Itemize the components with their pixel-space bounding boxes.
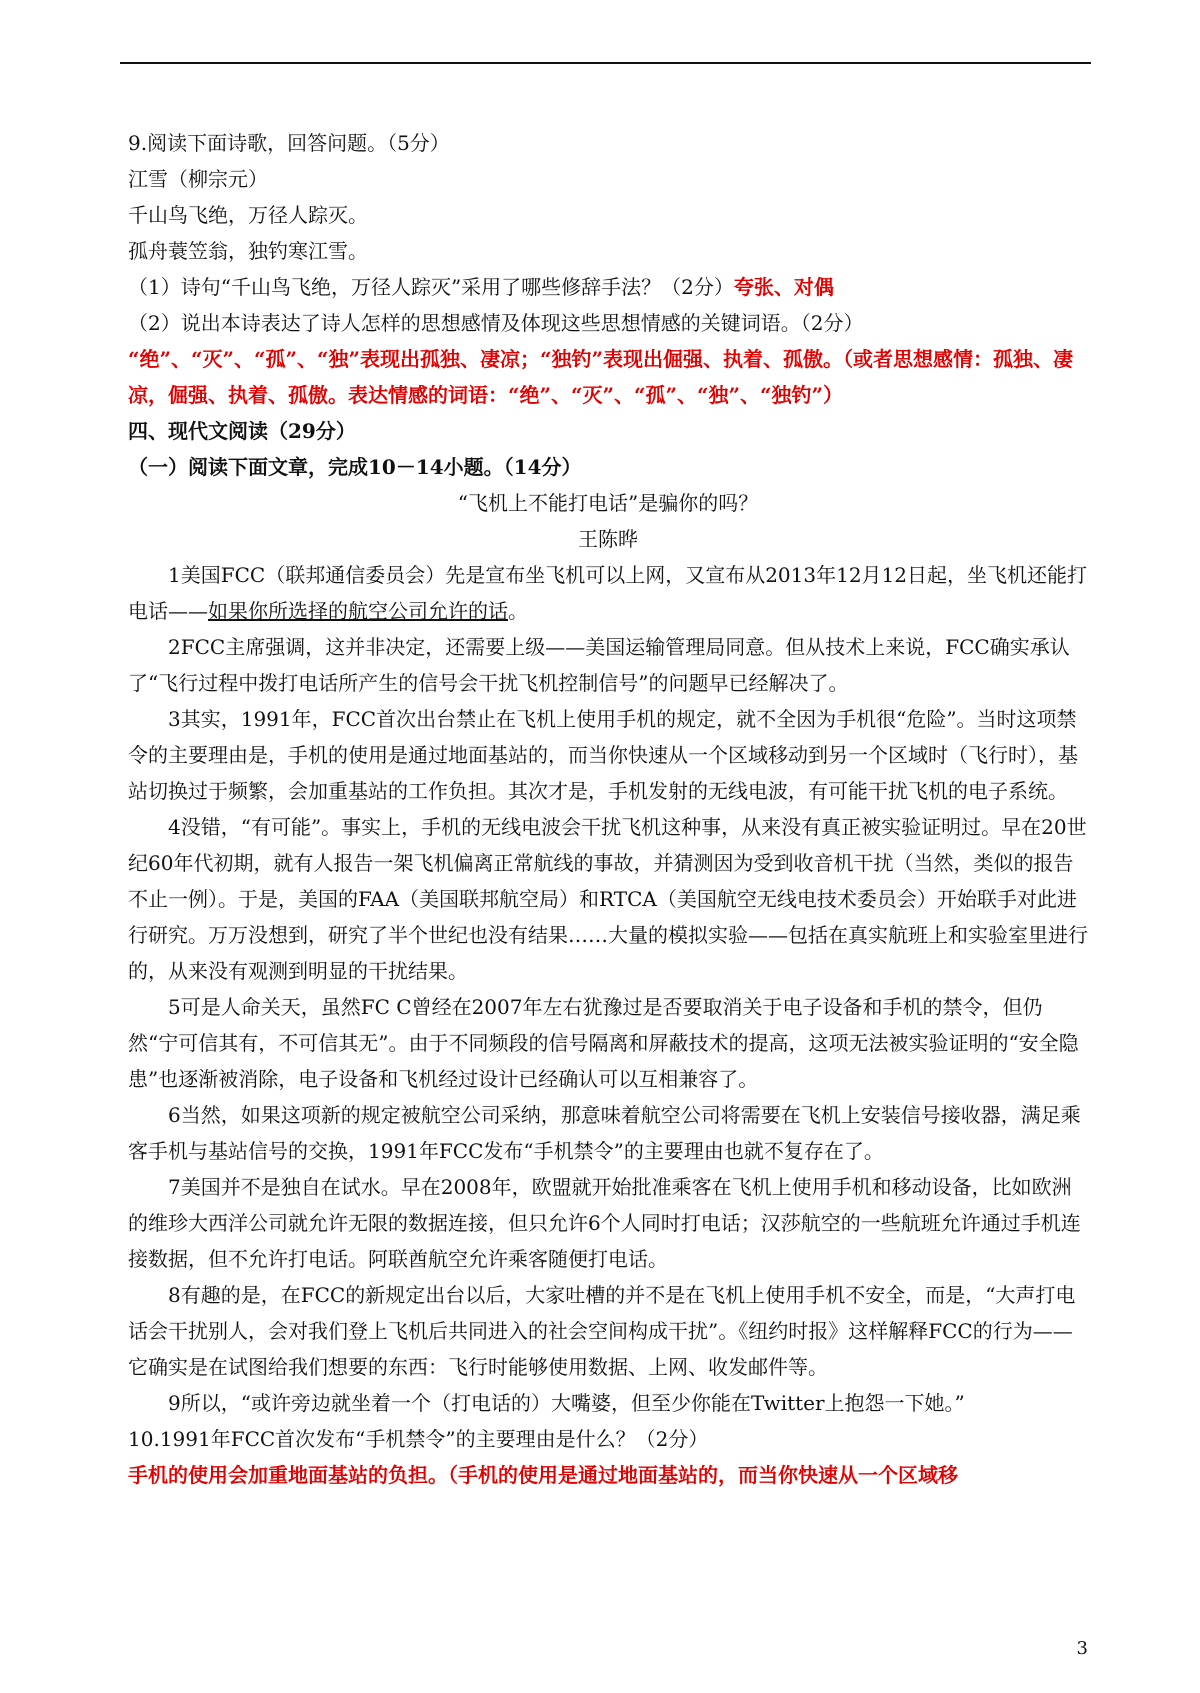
- article-paragraph-3: 3其实，1991年，FCC首次出台禁止在飞机上使用手机的规定，就不全因为手机很“危险”。当时这项禁令的主要理由是，手机的使用是通过地面基站的，而当你快速从一个区域移动到另一个区域时（飞行时），基站切换过于频繁，会加重基站的工作负担。其次才是，手机发射的无线电波，有可能干扰飞机的电子系统。: [128, 707, 1078, 803]
- q9-sub1-answer: 夸张、对偶: [733, 275, 834, 299]
- article-paragraph-2: 2FCC主席强调，这并非决定，还需要上级——美国运输管理局同意。但从技术上来说，FCC确实承认了“飞行过程中拨打电话所产生的信号会干扰飞机控制信号”的问题早已经解决了。: [128, 635, 1070, 695]
- q9-sub1-question: （1）诗句“千山鸟飞绝，万径人踪灭”采用了哪些修辞手法？（2分）: [128, 275, 734, 299]
- p1-text: 1美国FCC（联邦通信委员会）先是宣布坐飞机可以上网，又宣布从2013年12月12日起，坐飞机还能打电话——: [128, 563, 1088, 623]
- q10-answer: 手机的使用会加重地面基站的负担。（手机的使用是通过地面基站的，而当你快速从一个区域移: [128, 1463, 958, 1487]
- p1-end: 。: [508, 599, 528, 623]
- article-paragraph-7: 7美国并不是独自在试水。早在2008年，欧盟就开始批准乘客在飞机上使用手机和移动设备，比如欧洲的维珍大西洋公司就允许无限的数据连接，但只允许6个人同时打电话；汉莎航空的一些航班允许通过手机连接数据，但不允许打电话。阿联酋航空允许乘客随便打电话。: [128, 1175, 1081, 1271]
- header-rule: [120, 62, 1091, 64]
- poem-line-2: 孤舟蓑笠翁，独钓寒江雪。: [128, 239, 368, 263]
- article-paragraph-5: 5可是人命关天，虽然FC C曾经在2007年左右犹豫过是否要取消关于电子设备和手机的禁令，但仍然“宁可信其有，不可信其无”。由于不同频段的信号隔离和屏蔽技术的提高，这项无法被实验证明的“安全隐患”也逐渐被消除，电子设备和飞机经过设计已经确认可以互相兼容了。: [128, 995, 1079, 1091]
- section4-heading: 四、现代文阅读（29分）: [128, 419, 356, 443]
- p1-underlined-text: 如果你所选择的航空公司允许的话: [208, 599, 508, 623]
- article-paragraph-8: 8有趣的是，在FCC的新规定出台以后，大家吐槽的并不是在飞机上使用手机不安全，而是，“大声打电话会干扰别人，会对我们登上飞机后共同进入的社会空间构成干扰”。《纽约时报》这样解释FCC的行为——它确实是在试图给我们想要的东西：飞行时能够使用数据、上网、收发邮件等。: [128, 1283, 1076, 1379]
- page-number: 3: [1076, 1638, 1088, 1659]
- article-paragraph-1: [128, 557, 1088, 629]
- q9-sub1: [128, 269, 1088, 305]
- document-body: [128, 125, 1088, 1493]
- article-paragraph-6: 6当然，如果这项新的规定被航空公司采纳，那意味着航空公司将需要在飞机上安装信号接收器，满足乘客手机与基站信号的交换，1991年FCC发布“手机禁令”的主要理由也就不复存在了。: [128, 1103, 1081, 1163]
- article-paragraph-4: 4没错，“有可能”。事实上，手机的无线电波会干扰飞机这种事，从来没有真正被实验证明过。早在20世纪60年代初期，就有人报告一架飞机偏离正常航线的事故，并猜测因为受到收音机干扰（当然，类似的报告不止一例）。于是，美国的FAA（美国联邦航空局）和RTCA（美国航空无线电技术委员会）开始联手对此进行研究。万万没想到，研究了半个世纪也没有结果……大量的模拟实验——包括在真实航班上和实验室里进行的，从来没有观测到明显的干扰结果。: [128, 815, 1088, 983]
- q9-sub2-answer: “绝”、“灭”、“孤”、“独”表现出孤独、凄凉；“独钓”表现出倔强、执着、孤傲。（或者思想感情：孤独、凄凉，倔强、执着、孤傲。表达情感的词语：“绝”、“灭”、“孤”、“独”、“独钓”）: [128, 347, 1074, 407]
- section4-part1-heading: （一）阅读下面文章，完成10－14小题。（14分）: [128, 455, 582, 479]
- article-author: 王陈晔: [578, 527, 638, 551]
- q9-sub2-question: （2）说出本诗表达了诗人怎样的思想感情及体现这些思想情感的关键词语。（2分）: [128, 311, 864, 335]
- poem-line-1: 千山鸟飞绝，万径人踪灭。: [128, 203, 368, 227]
- q10-question: 10.1991年FCC首次发布“手机禁令”的主要理由是什么？（2分）: [128, 1427, 709, 1451]
- article-title: “飞机上不能打电话”是骗你的吗？: [457, 491, 759, 515]
- q9-title: 9.阅读下面诗歌，回答问题。（5分）: [128, 131, 450, 155]
- poem-title: 江雪（柳宗元）: [128, 167, 268, 191]
- article-paragraph-9: 9所以，“或许旁边就坐着一个（打电话的）大嘴婆，但至少你能在Twitter上抱怨一下她。”: [168, 1391, 965, 1415]
